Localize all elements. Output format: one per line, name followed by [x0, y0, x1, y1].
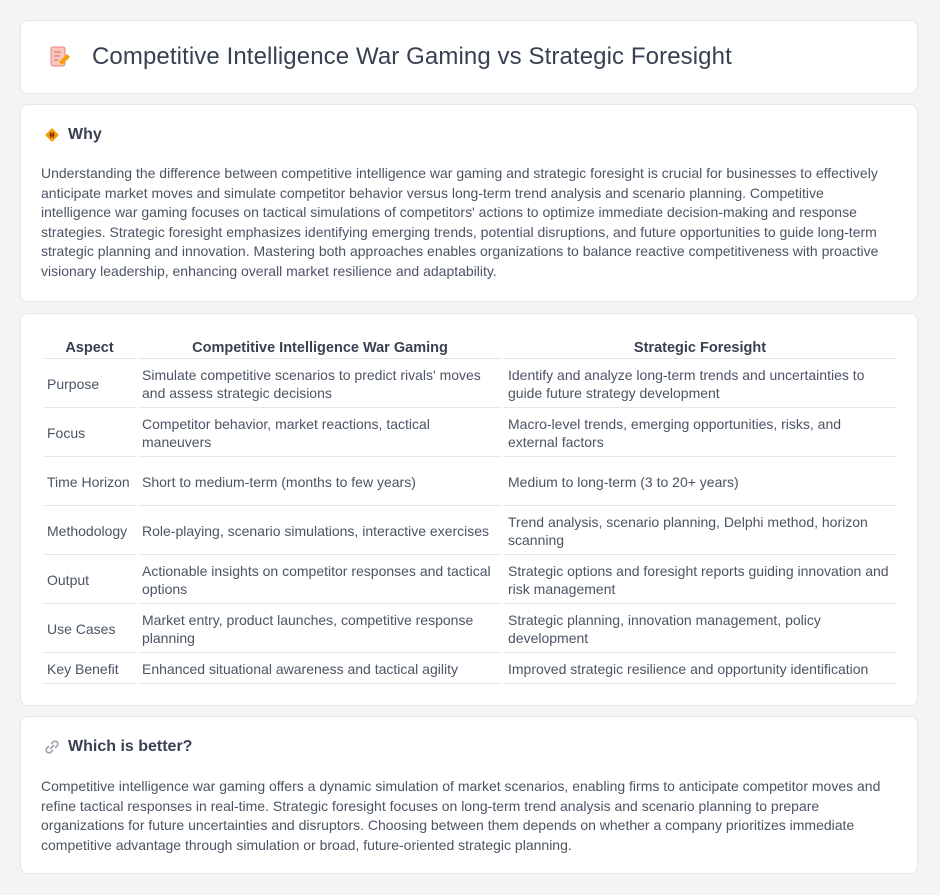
comparison-section	[20, 313, 918, 706]
row-aspect: Purpose	[43, 361, 136, 408]
comparison-table	[41, 334, 898, 686]
diamond-sign-icon	[44, 127, 60, 143]
table-header-row	[43, 336, 896, 359]
row-war-gaming: Role-playing, scenario simulations, interactive exercises	[138, 508, 502, 555]
table-row	[43, 508, 896, 555]
row-foresight: Identify and analyze long-term trends and uncertainties to guide future strategy development	[504, 361, 896, 408]
why-text: Understanding the difference between competitive intelligence war gaming and strategic foresight is crucial for businesses to effectively anticipate market moves and simulate competitor behavior versus long-term trend analysis and scenario planning. Competitive intelligence war gaming focuses on tactical simulations of competitors' actions to optimize immediate decision-making and response strategies. Strategic foresight emphasizes identifying emerging trends, potential disruptions, and future opportunities to guide long-term strategic planning and innovation. Mastering both approaches enables organizations to balance reactive competitiveness with proactive visionary leadership, enhancing overall market resilience and adaptability.	[41, 165, 879, 279]
row-aspect: Methodology	[43, 508, 136, 555]
table-row	[43, 459, 896, 506]
better-text: Competitive intelligence war gaming offers a dynamic simulation of market scenarios, enabling firms to anticipate competitor moves and refine tactical responses in real-time. Strategic foresight focuses on long-term trend analysis and scenario planning to prepare organizations for future uncertainties and disruptors. Choosing between them depends on whether a company prioritizes immediate competitive advantage through simulation or broad, future-oriented strategic planning.	[41, 778, 881, 853]
row-foresight: Improved strategic resilience and opportunity identification	[504, 655, 896, 684]
row-war-gaming: Enhanced situational awareness and tactical agility	[138, 655, 502, 684]
better-heading	[44, 738, 192, 756]
row-foresight: Trend analysis, scenario planning, Delphi method, horizon scanning	[504, 508, 896, 555]
table-row	[43, 655, 896, 684]
row-aspect: Focus	[43, 410, 136, 457]
table-row	[43, 606, 896, 653]
row-war-gaming: Simulate competitive scenarios to predict rivals' moves and assess strategic decisions	[138, 361, 502, 408]
header-aspect: Aspect	[43, 336, 136, 359]
header-strategic-foresight: Strategic Foresight	[504, 336, 896, 359]
title-row	[48, 43, 732, 71]
why-section	[20, 104, 918, 302]
header-war-gaming: Competitive Intelligence War Gaming	[138, 336, 502, 359]
document-pencil-icon	[48, 45, 72, 69]
better-title: Which is better?	[68, 738, 193, 755]
page-title: Competitive Intelligence War Gaming vs Strategic Foresight	[92, 43, 732, 70]
header-card	[20, 20, 918, 94]
row-aspect: Key Benefit	[43, 655, 136, 684]
why-title: Why	[68, 126, 102, 143]
row-foresight: Medium to long-term (3 to 20+ years)	[504, 459, 896, 506]
row-aspect: Time Horizon	[43, 459, 136, 506]
row-aspect: Use Cases	[43, 606, 136, 653]
better-section	[20, 716, 918, 874]
table-row	[43, 361, 896, 408]
row-aspect: Output	[43, 557, 136, 604]
row-war-gaming: Short to medium-term (months to few years)	[138, 459, 502, 506]
table-row	[43, 410, 896, 457]
row-war-gaming: Competitor behavior, market reactions, tactical maneuvers	[138, 410, 502, 457]
row-foresight: Strategic options and foresight reports guiding innovation and risk management	[504, 557, 896, 604]
row-war-gaming: Actionable insights on competitor responses and tactical options	[138, 557, 502, 604]
table-row	[43, 557, 896, 604]
row-war-gaming: Market entry, product launches, competitive response planning	[138, 606, 502, 653]
row-foresight: Macro-level trends, emerging opportunities, risks, and external factors	[504, 410, 896, 457]
why-heading	[44, 126, 102, 144]
row-foresight: Strategic planning, innovation management, policy development	[504, 606, 896, 653]
link-icon	[44, 739, 60, 755]
